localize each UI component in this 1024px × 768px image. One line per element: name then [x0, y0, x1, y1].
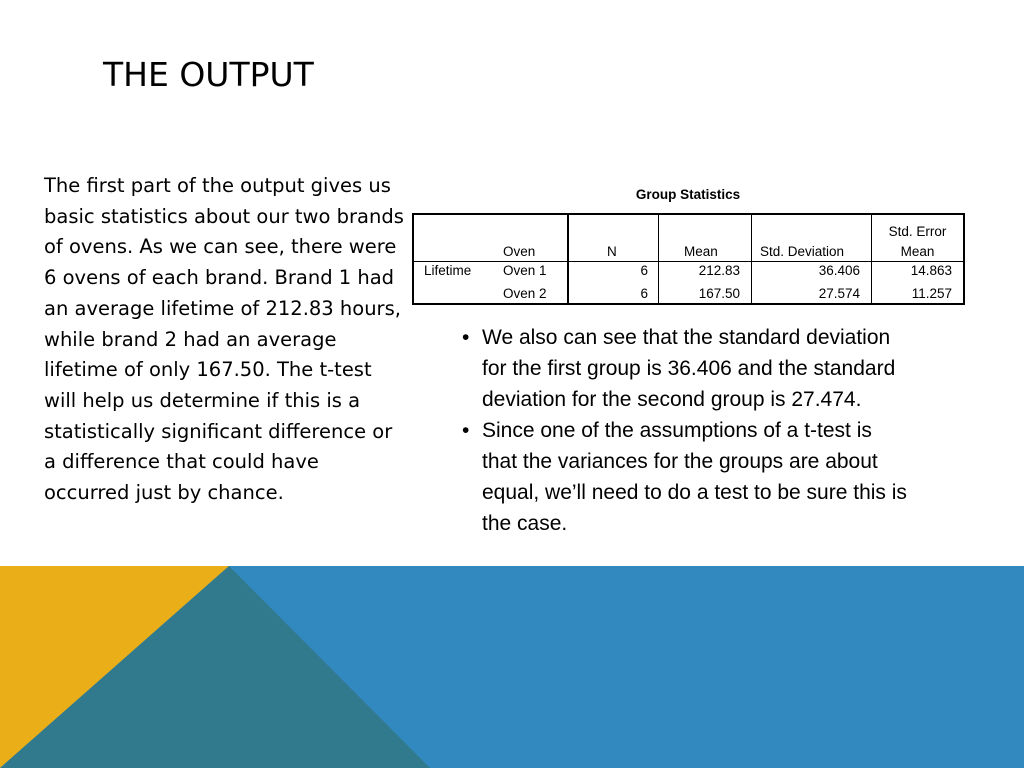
header-mean: Mean	[684, 244, 718, 259]
row-n: 6	[640, 286, 648, 301]
table-divider	[751, 215, 752, 303]
row-oven: Oven 1	[503, 263, 547, 278]
bullet-list	[462, 322, 912, 539]
group-statistics-table	[412, 213, 965, 305]
header-std-deviation: Std. Deviation	[760, 244, 845, 259]
decorative-footer-band	[0, 566, 1024, 768]
intro-paragraph: The first part of the output gives us basic statistics about our two brands of ovens. As we can see, there were 6 ovens of each brand. Brand 1 had an average lifetime of 212.83 hours, while brand 2 had an average lifetime of only 167.50. The t-test will help us determine if this is a statistically significant difference or a difference that could have occurred just by chance.	[44, 174, 404, 505]
header-oven: Oven	[503, 244, 536, 259]
header-std-error-line1: Std. Error	[888, 224, 947, 239]
bullet-icon: •	[462, 419, 470, 442]
row-std-error: 11.257	[911, 286, 952, 301]
row-std-error: 14.863	[910, 263, 952, 278]
header-std-error-line2: Mean	[900, 244, 935, 259]
header-separator	[414, 261, 963, 262]
bullet-item	[462, 322, 912, 415]
bullet-item	[462, 415, 912, 539]
row-oven: Oven 2	[503, 286, 547, 301]
bullet-text: Since one of the assumptions of a t-test is that the variances for the groups are about equal, we’ll need to do a test to be sure this is the case.	[482, 419, 907, 535]
slide-title: THE OUTPUT	[103, 55, 314, 94]
row-n: 6	[640, 263, 648, 278]
header-n: N	[607, 244, 617, 259]
bullet-text: We also can see that the standard deviation for the first group is 36.406 and the standard deviation for the second group is 27.474.	[482, 326, 896, 411]
row-group-label: Lifetime	[424, 263, 472, 278]
row-std-deviation: 27.574	[818, 286, 860, 301]
table-caption: Group Statistics	[635, 187, 741, 202]
row-std-deviation: 36.406	[818, 263, 860, 278]
bullet-icon: •	[462, 326, 470, 349]
row-mean: 212.83	[698, 263, 740, 278]
row-mean: 167.50	[698, 286, 740, 301]
table-divider	[567, 215, 569, 303]
table-divider	[658, 215, 659, 303]
